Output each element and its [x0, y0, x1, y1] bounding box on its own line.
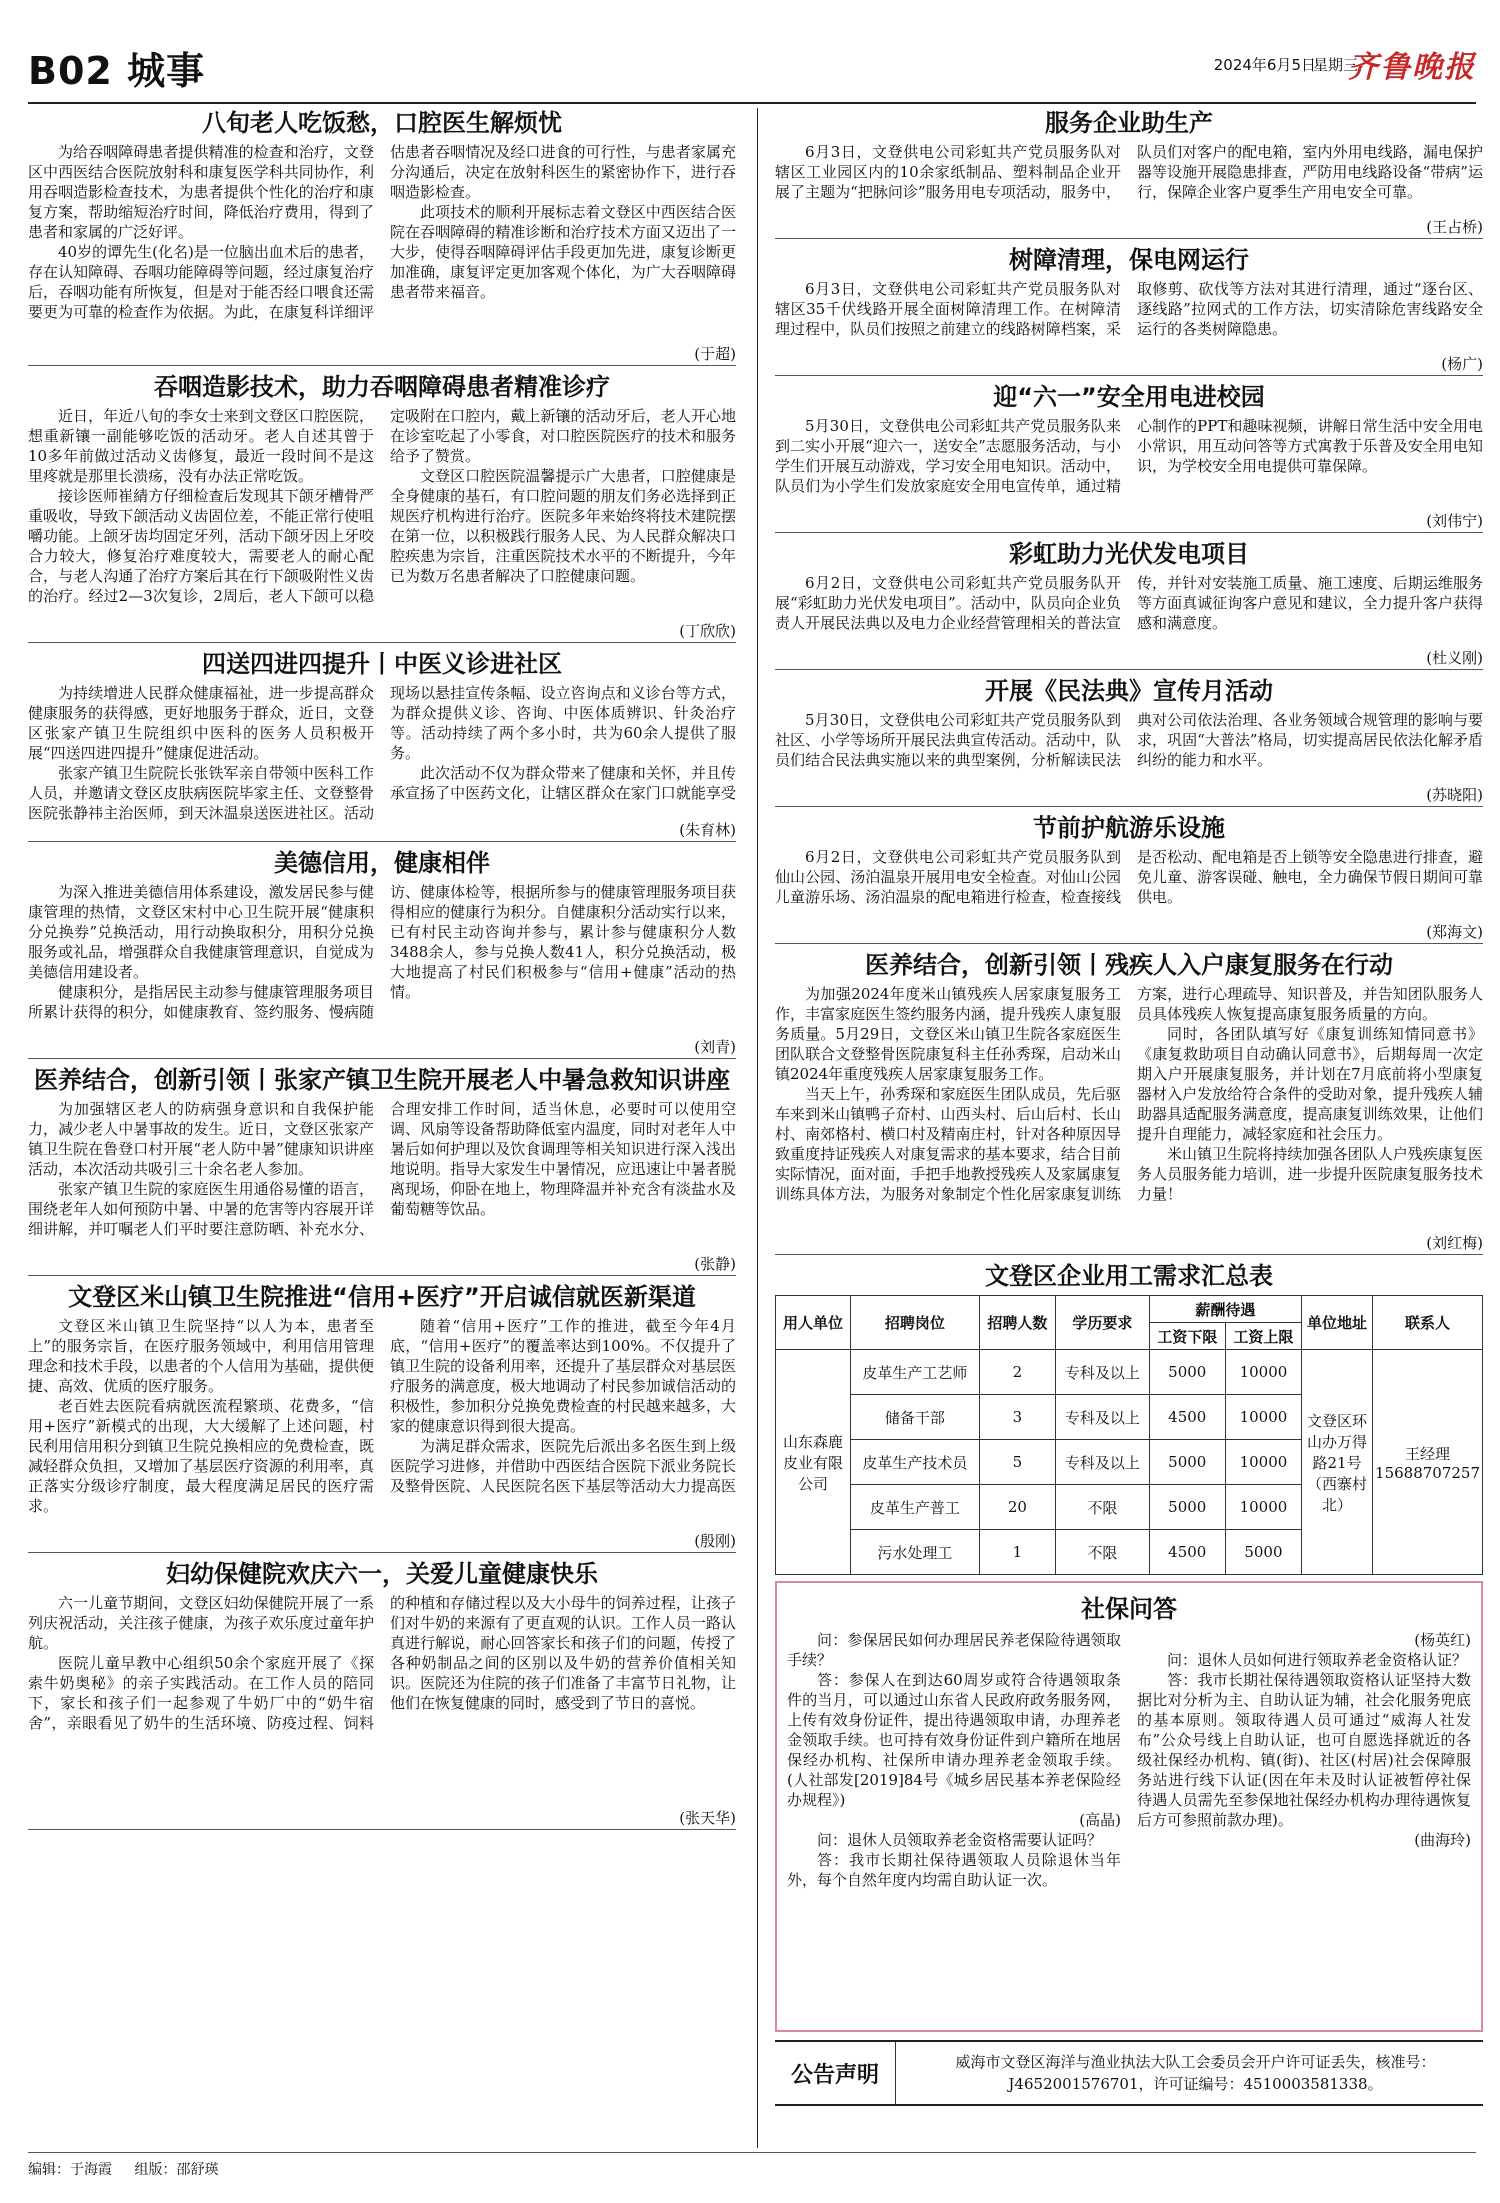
- article-paragraph: 文登区口腔医院温馨提示广大患者，口腔健康是全身健康的基石，有口腔问题的朋友们务必选择到正规医疗机构进行治疗。医院多年来始终将技术建院摆在第一位，以积极践行服务人民、为人民群众解决口腔疾患为宗旨，注重医院技术水平的不断提升，今年已为数万名患者解决了口腔健康问题。: [390, 467, 736, 585]
- article-headline: 服务企业助生产: [1045, 109, 1213, 137]
- count-cell: 2: [979, 1350, 1055, 1395]
- article-paragraph: 随着“信用+医疗”工作的推进，截至今年4月底，“信用+医疗”的覆盖率达到100%。不仅提升了镇卫生院的设备利用率，还提升了基层群众对基层医疗服务的满意度，极大地调动了村民参加诚信活动的积极性，参加积分兑换免费检查的村民越来越多，大家的健康意识得到很大提高。: [390, 1317, 736, 1435]
- editor-credit: 编辑：于海霞: [28, 2162, 112, 2178]
- article-headline: 妇幼保健院欢庆六一，关爱儿童健康快乐: [166, 1560, 598, 1588]
- jobs-table: [775, 1295, 1483, 1575]
- jobs-table-title: 文登区企业用工需求汇总表: [985, 1262, 1273, 1290]
- article-headline: 文登区米山镇卫生院推进“信用+医疗”开启诚信就医新渠道: [68, 1283, 696, 1311]
- table-row: [776, 1350, 1483, 1395]
- salary-high-cell: 10000: [1225, 1350, 1301, 1395]
- article-headline: 节前护航游乐设施: [1033, 814, 1225, 842]
- article-author: (于超): [694, 345, 736, 363]
- th-address: 单位地址: [1302, 1296, 1373, 1350]
- article: [775, 108, 1483, 239]
- article-author: (王占桥): [1426, 218, 1483, 236]
- th-salary-high: 工资上限: [1225, 1323, 1301, 1350]
- th-contact: 联系人: [1373, 1296, 1483, 1350]
- article-headline: 医养结合，创新引领丨张家产镇卫生院开展老人中暑急救知识讲座: [34, 1066, 730, 1094]
- article: [28, 1065, 736, 1276]
- article-author: (丁欣欣): [679, 622, 736, 640]
- article-paragraph: 接诊医师崔綪方仔细检查后发现其下颌牙槽骨严重吸收，导致下颌活动义齿固位差，不能正常行使咀嚼功能。上颌牙齿均固定牙列，活动下颌牙因上牙咬合力较大，修复治疗难度较大，需要老人的耐心配合，与老人沟通了治疗方案后其在行下颌吸附性义齿的治疗。经过2—3次复诊，2周后，老人下颌可以稳定吸附在口腔内，戴上新镶的活动牙后，老人开心地在诊室吃起了小零食，对口腔医院医疗的技术和服务给予了赞赏。: [28, 407, 736, 605]
- public-notice: [775, 2040, 1483, 2106]
- social-security-qa: [775, 1581, 1483, 2032]
- article-paragraph: 40岁的谭先生(化名)是一位脑出血术后的患者，存在认知障碍、吞咽功能障碍等问题，经过康复治疗后，吞咽功能有所恢复，但是对于能否经口喂食还需要更为可靠的检查作为依据。为此，在康复科详细评估患者吞咽情况及经口进食的可行性，与患者家属充分沟通后，决定在放射科医生的紧密协作下，进行吞咽造影检查。: [28, 143, 736, 321]
- article-body: [28, 882, 736, 1040]
- qa-paragraph: 问：参保居民如何办理居民养老保险待遇领取手续？: [787, 1631, 1121, 1669]
- article-body: [775, 279, 1483, 357]
- qa-paragraph: (高晶): [1079, 1811, 1121, 1829]
- article-body: [28, 683, 736, 823]
- salary-low-cell: 5000: [1149, 1485, 1225, 1530]
- article-paragraph: 近日，年近八旬的李女士来到文登区口腔医院，想重新镶一副能够吃饭的活动牙。老人自述其曾于10多年前做过活动义齿修复，最近一段时间不是这里疼就是那里长溃疡，没有办法正常吃饭。: [28, 407, 374, 485]
- article-paragraph: 张家产镇卫生院院长张铁军亲自带领中医科工作人员，并邀请文登区皮肤病医院毕家主任、文登整骨医院张静祎主治医师，到天沐温泉送医进社区。活动现场以悬挂宣传条幅、设立咨询点和义诊台等方式，为群众提供义诊、咨询、中医体质辨识、针灸治疗等。活动持续了两个多小时，共为60余人提供了服务。: [28, 684, 736, 822]
- th-salary-low: 工资下限: [1149, 1323, 1225, 1350]
- article-separator: [28, 841, 736, 842]
- article: [28, 848, 736, 1059]
- qa-paragraph: 答：我市长期社保待遇领取资格认证坚持大数据比对分析为主、自助认证为辅，社会化服务兜底的基本原则。领取待遇人员可通过“威海人社发布”公众号线上自助认证，也可自愿选择就近的各级社保经办机构、镇(街)、社区(村居)社会保障服务站进行线下认证(因在年未及时认证被暂停社保待遇人员需先至参保地社保经办机构办理待遇恢复后方可参照前款办理)。: [1137, 1671, 1471, 1829]
- th-company: 用人单位: [776, 1296, 851, 1350]
- article-body: [775, 573, 1483, 651]
- qa-paragraph: 答：参保人在到达60周岁或符合待遇领取条件的当月，可以通过山东省人民政府政务服务网，上传有效身份证件，提出待遇领取申请，办理养老金领取手续。也可持有效身份证件到户籍所在地居保经办机构、社保所申请办理养老金领取手续。(人社部发[2019]84号《城乡居民基本养老保险经办规程》): [787, 1671, 1121, 1809]
- qa-paragraph: (曲海玲): [1414, 1831, 1471, 1849]
- article-separator: [775, 669, 1483, 670]
- article-separator: [775, 806, 1483, 807]
- issue-weekday: 星期三: [1312, 56, 1358, 74]
- article: [28, 1282, 736, 1553]
- article-body: [775, 847, 1483, 925]
- page-footer: [28, 2152, 1476, 2179]
- right-column: [775, 108, 1483, 2106]
- article: [28, 1559, 736, 1830]
- position-cell: 皮革生产普工: [851, 1485, 980, 1530]
- article-body: [775, 984, 1483, 1236]
- article-body: [775, 710, 1483, 788]
- qa-paragraph: 问：退休人员领取养老金资格需要认证吗？: [817, 1831, 1103, 1849]
- count-cell: 20: [979, 1485, 1055, 1530]
- qa-body: [787, 1630, 1471, 2026]
- jobs-table-section: [775, 1261, 1483, 1575]
- article-paragraph: 为加强辖区老人的防病强身意识和自我保护能力，减少老人中暑事故的发生。近日，文登区张家产镇卫生院在鲁登口村开展“老人防中暑”健康知识讲座活动，本次活动共吸引三十余名老人参加。: [28, 1100, 374, 1178]
- qa-paragraph: 答：我市长期社保待遇领取人员除退休当年外，每个自然年度内均需自助认证一次。: [787, 1851, 1121, 1889]
- count-cell: 3: [979, 1395, 1055, 1440]
- article-headline: 迎“六一”安全用电进校园: [993, 383, 1265, 411]
- article-separator: [28, 1552, 736, 1553]
- education-cell: 不限: [1055, 1485, 1149, 1530]
- article-paragraph: 为深入推进美德信用体系建设，激发居民参与健康管理的热情，文登区宋村中心卫生院开展“健康积分兑换券”兑换活动，用行动换取积分，用积分兑换服务或礼品，增强群众自我健康管理意识，自觉成为美德信用建设者。: [28, 883, 374, 981]
- article-headline: 彩虹助力光伏发电项目: [1009, 540, 1249, 568]
- article-paragraph: 文登区米山镇卫生院坚持“以人为本，患者至上”的服务宗旨，在医疗服务领域中，利用信用管理理念和技术手段，以患者的个人信用为基础，提供便捷、高效、优质的医疗服务。: [28, 1317, 374, 1395]
- article: [775, 382, 1483, 533]
- article-author: (殷刚): [694, 1532, 736, 1550]
- article: [775, 813, 1483, 944]
- article-paragraph: 6月3日，文登供电公司彩虹共产党员服务队对辖区工业园区内的10余家纸制品、塑料制品企业开展了主题为“把脉问诊”服务用电专项活动，服务中，队员们对客户的配电箱，室内外用电线路，漏电保护器等设施开展隐患排查，严防用电线路设备“带病”运行，保障企业客户夏季生产用电安全可靠。: [775, 143, 1483, 201]
- article-separator: [775, 238, 1483, 239]
- education-cell: 专科及以上: [1055, 1350, 1149, 1395]
- article-author: (刘青): [694, 1038, 736, 1056]
- position-cell: 皮革生产技术员: [851, 1440, 980, 1485]
- th-education: 学历要求: [1055, 1296, 1149, 1350]
- article-headline: 树障清理，保电网运行: [1009, 246, 1249, 274]
- article-paragraph: 张家产镇卫生院的家庭医生用通俗易懂的语言，围绕老年人如何预防中暑、中暑的危害等内容展开详细讲解，并叮嘱老人们平时要注意防晒、补充水分、合理安排工作时间，适当休息，必要时可以使用空调、风扇等设备帮助降低室内温度，同时对老年人中暑后如何护理以及饮食调理等相关知识进行深入浅出地说明。指导大家发生中暑情况，应迅速让中暑者脱离现场，仰卧在地上，物理降温并补充含有淡盐水及葡萄糖等饮品。: [28, 1100, 736, 1238]
- th-position: 招聘岗位: [851, 1296, 980, 1350]
- article-author: (刘红梅): [1426, 1234, 1483, 1252]
- article: [775, 676, 1483, 807]
- article-body: [28, 1316, 736, 1534]
- article-paragraph: 6月3日，文登供电公司彩虹共产党员服务队对辖区35千伏线路开展全面树障清理工作。在树障清理过程中，队员们按照之前建立的线路树障档案，采取修剪、砍伐等方法对其进行清理，通过“逐台区、逐线路”拉网式的工作方法，切实清除危害线路安全运行的各类树障隐患。: [775, 280, 1483, 338]
- education-cell: 专科及以上: [1055, 1395, 1149, 1440]
- article-headline: 四送四进四提升丨中医义诊进社区: [202, 650, 562, 678]
- article-author: (杨广): [1441, 355, 1483, 373]
- article-paragraph: 为满足群众需求，医院先后派出多名医生到上级医院学习进修，并借助中西医结合医院下派业务院长及整骨医院、人民医院名医下基层等活动大力提高医: [390, 1437, 736, 1495]
- count-cell: 1: [979, 1530, 1055, 1575]
- article-paragraph: 此次活动不仅为群众带来了健康和关怀，并且传承宣扬了中医药文化，让辖区群众在家门口就能享受: [390, 764, 736, 802]
- qa-paragraph: (杨英红): [1414, 1631, 1471, 1649]
- article: [28, 372, 736, 643]
- article-headline: 吞咽造影技术，助力吞咽障碍患者精准诊疗: [154, 373, 610, 401]
- article-author: (郑海文): [1426, 923, 1483, 941]
- layout-credit: 组版：邵舒瑛: [134, 2162, 219, 2178]
- salary-low-cell: 5000: [1149, 1440, 1225, 1485]
- count-cell: 5: [979, 1440, 1055, 1485]
- salary-high-cell: 10000: [1225, 1485, 1301, 1530]
- article-author: (刘伟宁): [1426, 512, 1483, 530]
- article-headline: 开展《民法典》宣传月活动: [985, 677, 1273, 705]
- article-author: (朱育林): [679, 821, 736, 839]
- notice-text: 威海市文登区海洋与渔业执法大队工会委员会开户许可证丢失，核准号：J4652001576701，许可证编号：4510003581338。: [955, 2053, 1436, 2093]
- article-separator: [28, 642, 736, 643]
- position-cell: 储备干部: [851, 1395, 980, 1440]
- newspaper-logo: 齐鲁晚报: [1348, 50, 1476, 85]
- article-paragraph: 六一儿童节期间，文登区妇幼保健院开展了一系列庆祝活动，关注孩子健康，为孩子欢乐度过童年护航。: [28, 1594, 374, 1652]
- article-paragraph: 6月2日，文登供电公司彩虹共产党员服务队开展“彩虹助力光伏发电项目”。活动中，队员向企业负责人开展民法典以及电力企业经营管理相关的普法宣传，并针对安装施工质量、施工速度、后期运维服务等方面真诚征询客户意见和建议，全力提升客户获得感和满意度。: [775, 574, 1483, 632]
- article-paragraph: 5月30日，文登供电公司彩虹共产党员服务队到社区、小学等场所开展民法典宣传活动。活动中，队员们结合民法典实施以来的典型案例，分析解读民法典对公司依法治理、各业务领域合规管理的影响与要求，巩固“大普法”格局，切实提高居民依法化解矛盾纠纷的能力和水平。: [775, 711, 1483, 769]
- th-salary: 薪酬待遇: [1149, 1296, 1301, 1323]
- article-paragraph: 6月2日，文登供电公司彩虹共产党员服务队到仙山公园、汤泊温泉开展用电安全检查。对仙山公园儿童游乐场、汤泊温泉的配电箱进行检查，检查接线是否松动、配电箱是否上锁等安全隐患进行排查，避免儿童、游客误碰、触电，全力确保节假日期间可靠供电。: [775, 848, 1483, 906]
- article-body: [775, 416, 1483, 514]
- article-paragraph: 此项技术的顺利开展标志着文登区中西医结合医院在吞咽障碍的精准诊断和治疗技术方面又迈出了一大步，使得吞咽障碍评估手段更加先进，康复诊断更加准确，康复评定更加客观个体化，为广大吞咽障碍患者带来福音。: [390, 203, 736, 301]
- article-separator: [775, 532, 1483, 533]
- article: [28, 108, 736, 366]
- article-separator: [775, 1254, 1483, 1255]
- masthead: [28, 40, 1476, 104]
- address-cell: 文登区环山办万得路21号（西寨村北）: [1302, 1350, 1373, 1575]
- article: [775, 950, 1483, 1255]
- education-cell: 不限: [1055, 1530, 1149, 1575]
- article-separator: [28, 365, 736, 366]
- article-author: (张天华): [679, 1809, 736, 1827]
- article-author: (张静): [694, 1255, 736, 1273]
- left-column: [28, 108, 736, 1836]
- article: [775, 539, 1483, 670]
- salary-low-cell: 4500: [1149, 1530, 1225, 1575]
- position-cell: 污水处理工: [851, 1530, 980, 1575]
- article: [775, 245, 1483, 376]
- th-count: 招聘人数: [979, 1296, 1055, 1350]
- article-body: [28, 1593, 736, 1811]
- education-cell: 专科及以上: [1055, 1440, 1149, 1485]
- salary-low-cell: 5000: [1149, 1350, 1225, 1395]
- article-paragraph: 老百姓去医院看病就医流程繁琐、花费多，“信用+医疗”新模式的出现，大大缓解了上述问题，村民利用信用积分到镇卫生院兑换相应的免费检查，既减轻群众负担，又增加了基层医疗资源的利用率，真正落实分级诊疗制度，最大程度满足居民的医疗需求。: [28, 1397, 374, 1515]
- article-body: [28, 406, 736, 624]
- position-cell: 皮革生产工艺师: [851, 1350, 980, 1395]
- qa-title: 社保问答: [1081, 1595, 1177, 1623]
- right-articles: [775, 108, 1483, 1255]
- article-paragraph: 米山镇卫生院将持续加强各团队人户残疾康复医务人员服务能力培训，进一步提升医院康复服务技术力量！: [1137, 1145, 1483, 1203]
- article-headline: 医养结合，创新引领丨残疾人入户康复服务在行动: [865, 951, 1393, 979]
- article-paragraph: 5月30日，文登供电公司彩虹共产党员服务队来到二实小开展“迎六一，送安全”志愿服务活动，与小学生们开展互动游戏，学习安全用电知识。活动中，队员们为小学生们发放家庭安全用电宣传单，通过精心制作的PPT和趣味视频，讲解日常生活中安全用电小常识，用互动问答等方式寓教于乐普及安全用电知识，为学校安全用电提供可靠保障。: [775, 417, 1483, 495]
- article-paragraph: 为加强2024年度米山镇残疾人居家康复服务工作，丰富家庭医生签约服务内涵，提升残疾人康复服务质量。5月29日，文登区米山镇卫生院各家庭医生团队联合文登整骨医院康复科主任孙秀琛，启动米山镇2024年重度残疾人居家康复服务工作。: [775, 985, 1121, 1083]
- salary-high-cell: 5000: [1225, 1530, 1301, 1575]
- section-title: B02 城事: [28, 49, 206, 93]
- article-author: (苏晓阳): [1426, 786, 1483, 804]
- notice-label: 公告声明: [775, 2042, 896, 2104]
- article-separator: [775, 375, 1483, 376]
- article-separator: [28, 1829, 736, 1830]
- article-body: [28, 1099, 736, 1257]
- jobs-table-body: [776, 1350, 1483, 1575]
- article-headline: 八旬老人吃饭愁，口腔医生解烦忧: [202, 109, 562, 137]
- article-paragraph: 健康积分，是指居民主动参与健康管理服务项目所累计获得的积分，如健康教育、签约服务、慢病随访、健康体检等，根据所参与的健康管理服务项目获得相应的健康行为积分。自健康积分活动实行以来，已有村民主动咨询并参与，累计参与健康积分人数3488余人，参与兑换人数41人，积分兑换活动，极大地提高了村民们积极参与“信用+健康”活动的热情。: [28, 883, 736, 1021]
- article: [28, 649, 736, 842]
- article-paragraph: 为持续增进人民群众健康福祉，进一步提高群众健康服务的获得感，更好地服务于群众，近日，文登区张家产镇卫生院组织中医科的医务人员积极开展“四送四进四提升”健康促进活动。: [28, 684, 374, 762]
- salary-high-cell: 10000: [1225, 1395, 1301, 1440]
- article-separator: [28, 1058, 736, 1059]
- article-body: [775, 142, 1483, 220]
- article-headline: 美德信用，健康相伴: [274, 849, 490, 877]
- article-paragraph: 医院儿童早教中心组织50余个家庭开展了《探索牛奶奥秘》的亲子实践活动。在工作人员的陪同下，家长和孩子们一起参观了牛奶厂中的“奶牛宿舍”，亲眼看见了奶牛的生活环境、防疫过程、饲料的种植和存储过程以及大小母牛的饲养过程，让孩子们对牛奶的来源有了更直观的认识。工作人员一路认真进行解说，耐心回答家长和孩子们的问题，传授了各种奶制品之间的区别以及牛奶的营养价值相关知识。医院还为住院的孩子们准备了丰富节日礼物，让他们在恢复健康的同时，感受到了节日的喜悦。: [28, 1594, 736, 1732]
- salary-high-cell: 10000: [1225, 1440, 1301, 1485]
- salary-low-cell: 4500: [1149, 1395, 1225, 1440]
- article-paragraph: 同时，各团队填写好《康复训练知情同意书》《康复救助项目自动确认同意书》，后期每周一次定期入户开展康复服务，并计划在7月底前将小型康复器材入户发放给符合条件的受助对象，提升残疾人辅助器具适配服务满意度，提高康复训练效果，让他们提升自理能力，减轻家庭和社会压力。: [1137, 1025, 1483, 1143]
- company-cell: 山东森鹿皮业有限公司: [776, 1350, 851, 1575]
- article-body: [28, 142, 736, 347]
- article-separator: [28, 1275, 736, 1276]
- article-author: (杜义刚): [1426, 649, 1483, 667]
- qa-paragraph: 问：退休人员如何进行领取养老金资格认证？: [1167, 1651, 1468, 1669]
- issue-date: 2024年6月5日: [1213, 56, 1316, 74]
- column-divider: [757, 108, 758, 2148]
- article-paragraph: 为给吞咽障碍患者提供精准的检查和治疗，文登区中西医结合医院放射科和康复医学科共同协作，利用吞咽造影检查技术，为患者提供个性化的治疗和康复方案，帮助缩短治疗时间，降低治疗费用，得到了患者和家属的广泛好评。: [28, 143, 374, 241]
- contact-cell: 王经理 15688707257: [1373, 1350, 1483, 1575]
- article-paragraph: 当天上午，孙秀琛和家庭医生团队成员，先后驱车来到米山镇鸭子夼村、山西头村、后山后村、长山村、南郊格村、横口村及精南庄村，针对各种原因导致重度持证残疾人对康复需求的基本要求，结合目前实际情况，面对面，手把手地教授残疾人及家属康复训练具体方法，为服务对象制定个性化居家康复训练方案，进行心理疏导、知识普及，并告知团队服务人员具体残疾人恢复提高康复服务质量的方向。: [775, 985, 1483, 1203]
- article-separator: [775, 943, 1483, 944]
